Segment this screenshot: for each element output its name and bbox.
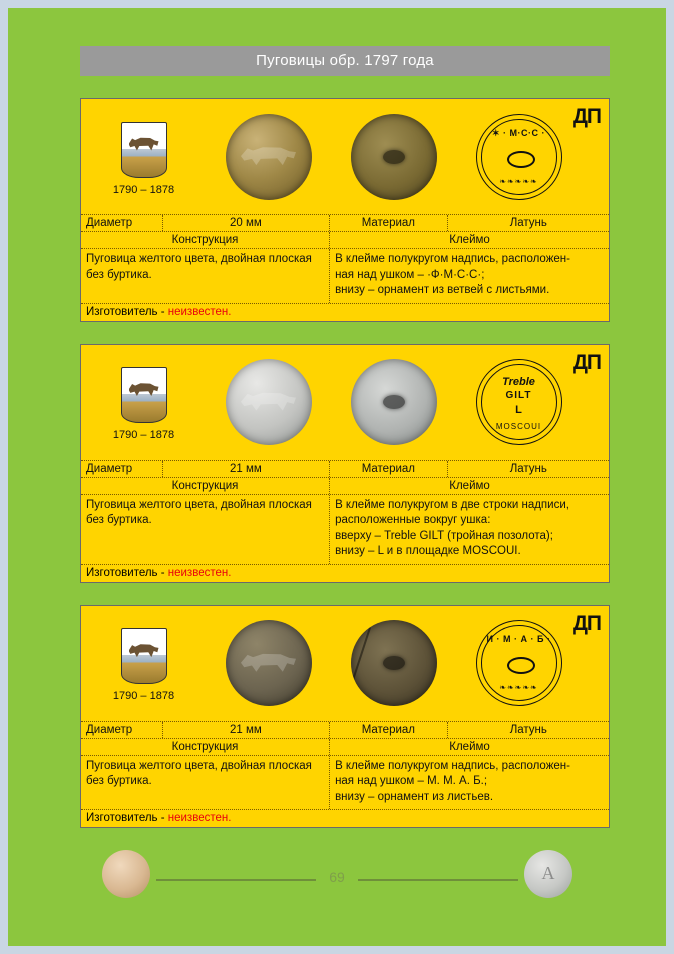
stamp-line-2: GILT [505, 390, 532, 402]
material-label: Материал [330, 215, 448, 231]
spec-row-descriptions [81, 756, 609, 811]
button-entry-card [80, 98, 610, 322]
button-back-photo [331, 114, 456, 200]
stamp-wreath-icon: ❧❧❧❧❧ [499, 176, 538, 186]
dp-badge: ДП [572, 105, 601, 128]
maker-row [81, 810, 609, 827]
material-value: Латунь [509, 723, 547, 736]
stamp-top-text: И · М · А · Б · [486, 634, 551, 645]
stamp-text-line: В клейме полукругом надпись, расположен- [335, 253, 570, 265]
image-row [81, 99, 609, 215]
coat-of-arms-icon [121, 367, 167, 423]
spec-row-diameter-material [81, 215, 609, 232]
stamp-text-line: ная над ушком – ·Ф·М·С·С·; [335, 268, 485, 281]
maker-label: Изготовитель - [86, 305, 168, 318]
crest-cell [81, 118, 206, 196]
page-footer [16, 850, 658, 910]
stamp-text-line: вверху – Treble GILT (тройная позолота); [335, 529, 553, 542]
stamp-label: Клеймо [449, 740, 490, 753]
image-row [81, 345, 609, 461]
material-label: Материал [330, 722, 448, 738]
stamp-text-line: В клейме полукругом в две строки надписи, [335, 498, 569, 511]
stamp-text-line: расположенные вокруг ушка: [335, 514, 491, 527]
spec-row-headers [81, 478, 609, 495]
spec-row-descriptions [81, 495, 609, 565]
construction-label: Конструкция [81, 478, 330, 494]
document-page [8, 8, 666, 946]
stamp-text-line: внизу – L и в площадке MOSCOUI. [335, 545, 521, 558]
page-content [80, 46, 610, 828]
button-entry-card [80, 605, 610, 829]
diameter-value: 20 мм [163, 215, 330, 231]
crest-caption: 1790 – 1878 [112, 690, 175, 703]
spec-row-diameter-material [81, 461, 609, 478]
maker-label: Изготовитель - [86, 566, 168, 579]
diameter-label: Диаметр [81, 215, 163, 231]
maker-value: неизвестен. [167, 305, 232, 318]
maker-value: неизвестен. [167, 566, 232, 579]
stamp-label: Клеймо [449, 234, 490, 246]
spec-row-descriptions [81, 249, 609, 304]
construction-label: Конструкция [81, 232, 330, 248]
shank-eye-icon [507, 151, 535, 168]
construction-text: Пуговица желтого цвета, двойная плоская без буртика. [81, 249, 330, 303]
stamp-line-3: L [515, 404, 522, 417]
diameter-value: 21 мм [163, 461, 330, 477]
button-back-photo [331, 359, 456, 445]
material-value: Латунь [509, 217, 547, 229]
stamp-top-text: ✶ · M·C·C · [491, 127, 546, 138]
maker-row [81, 304, 609, 321]
stamp-text-line: внизу – орнамент из ветвей с листьями. [335, 284, 550, 297]
construction-label: Конструкция [81, 739, 330, 755]
stamp-bottom-text: MOSCOUI [495, 422, 542, 432]
stamp-drawing [456, 114, 581, 200]
crest-cell [81, 363, 206, 441]
spec-row-headers [81, 739, 609, 756]
button-front-photo [206, 359, 331, 445]
page-title: Пуговицы обр. 1797 года [80, 46, 610, 76]
stamp-text [330, 249, 609, 303]
diameter-value: 21 мм [163, 722, 330, 738]
dp-badge: ДП [572, 611, 601, 635]
stamp-text-line: внизу – орнамент из листьев. [335, 790, 494, 803]
button-back-photo [331, 620, 456, 706]
construction-text: Пуговица желтого цвета, двойная плоская без буртика. [81, 495, 330, 564]
material-value: Латунь [509, 462, 547, 475]
monogram-text: A [541, 863, 555, 883]
coat-of-arms-icon [121, 628, 167, 684]
stamp-text-line: ная над ушком – М. М. А. Б.; [335, 775, 488, 788]
button-front-photo [206, 620, 331, 706]
construction-text: Пуговица желтого цвета, двойная плоская без буртика. [81, 756, 330, 810]
spec-row-diameter-material [81, 722, 609, 739]
crest-cell [81, 624, 206, 702]
maker-label: Изготовитель - [86, 812, 168, 825]
diameter-label: Диаметр [81, 461, 163, 477]
dp-badge: ДП [572, 350, 601, 374]
page-number: 69 [329, 869, 345, 885]
stamp-drawing [456, 359, 581, 445]
coat-of-arms-icon [121, 122, 167, 178]
footer-coin-right-icon [524, 850, 572, 898]
crest-caption: 1790 – 1878 [112, 429, 175, 442]
stamp-text-line: В клейме полукругом надпись, расположен- [335, 759, 570, 772]
crest-caption: 1790 – 1878 [112, 183, 175, 196]
image-row [81, 606, 609, 722]
material-label: Материал [330, 461, 448, 477]
spec-row-headers [81, 232, 609, 249]
stamp-label: Клеймо [449, 479, 490, 492]
diameter-label: Диаметр [81, 722, 163, 738]
button-entry-card [80, 344, 610, 583]
maker-row [81, 565, 609, 582]
stamp-wreath-icon: ❧❧❧❧❧ [499, 683, 538, 693]
stamp-text [330, 756, 609, 810]
shank-eye-icon [507, 657, 535, 674]
stamp-drawing [456, 620, 581, 706]
button-front-photo [206, 114, 331, 200]
stamp-line-1: Treble [502, 376, 535, 389]
footer-rule-right [358, 879, 518, 881]
maker-value: неизвестен. [167, 812, 232, 825]
stamp-text [330, 495, 609, 564]
